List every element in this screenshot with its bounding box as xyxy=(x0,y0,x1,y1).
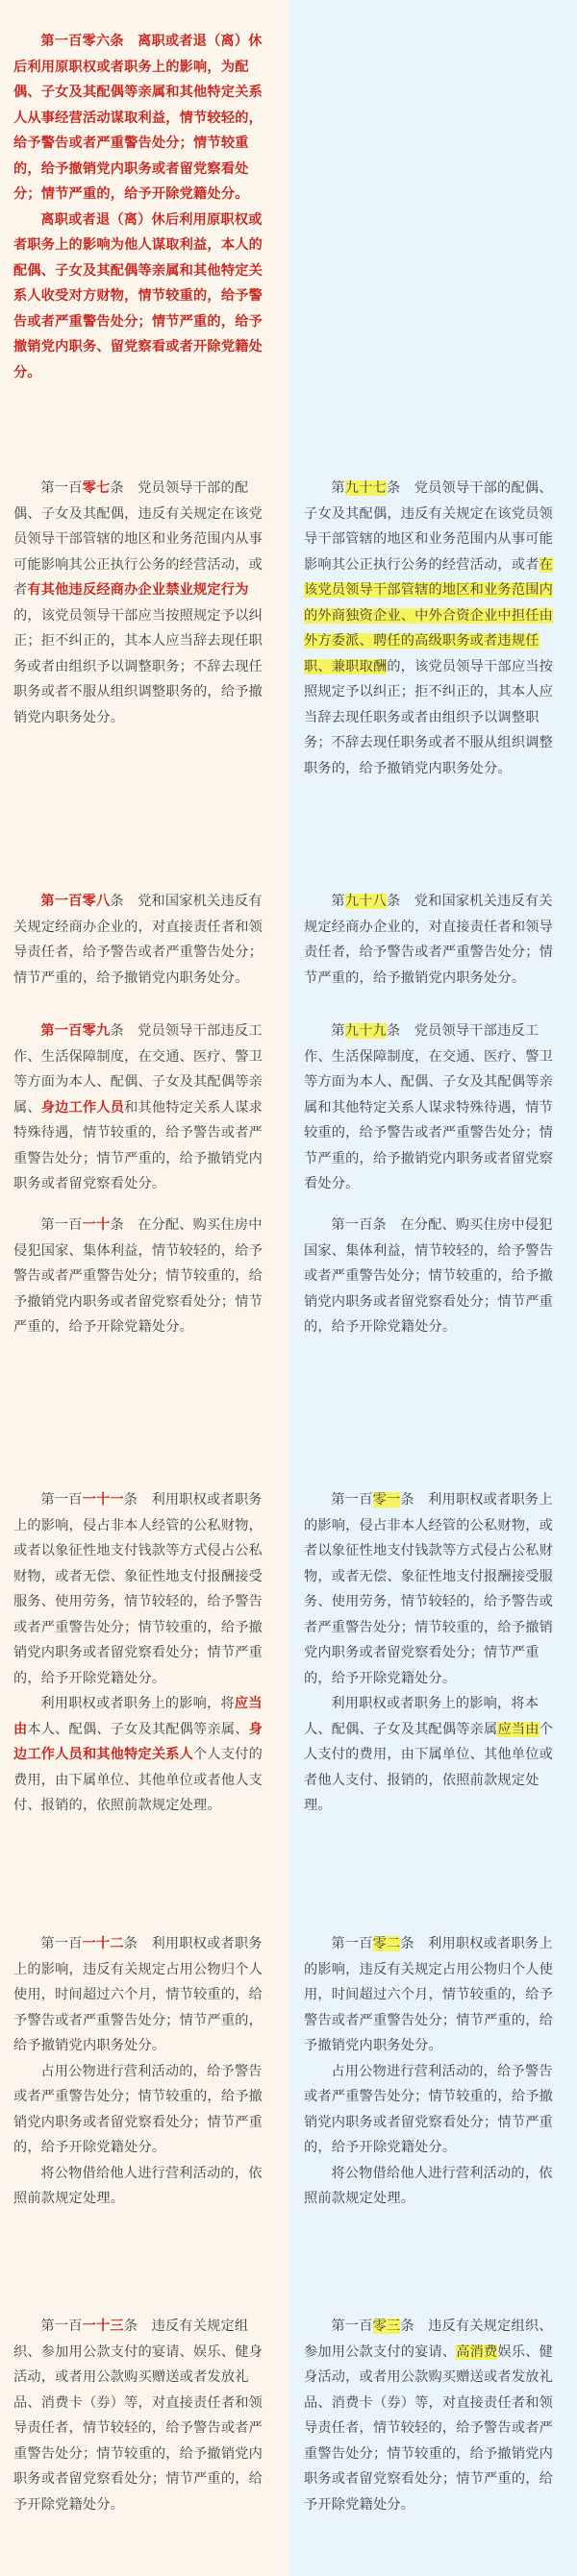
article-110-text: 第一百一十条 在分配、购买住房中侵犯国家、集体利益，情节较轻的，给予警告或者严重警告处分；情节较重的，给予撤销党内职务或者留党察看处分；情节严重的，给予开除党籍处分。 xyxy=(13,1217,263,1335)
article-101-para1: 第一百零一条 利用职权或者职务上的影响，侵占非本人经管的公私财物，或者以象征性地支付钱款等方式侵占公私财物，或者无偿、象征性地支付报酬接受服务、使用劳务，情节较轻的，给予警告或者严重警告处分；情节较重的，给予撤销党内职务或者留党察看处分；情节严重的，给予开除党籍处分。 xyxy=(304,1492,553,1686)
article-103-old xyxy=(304,2314,564,2517)
article-100-old xyxy=(304,1213,564,1340)
article-97-old xyxy=(304,476,564,781)
article-113-text: 第一百一十三条 违反有关规定组织、参加用公款支付的宴请、娱乐、健身活动，或者用公款购买赠送或者发放礼品、消费卡（券）等，对直接责任者和领导责任者，情节较轻的，给予警告或者严重警告处分；情节较重的，给予撤销党内职务或者留党察看处分；情节严重的，给予开除党籍处分。 xyxy=(13,2318,263,2513)
article-97-text: 第九十七条 党员领导干部的配偶、子女及其配偶，违反有关规定在该党员领导干部管辖的地区和业务范围内从事可能影响其公正执行公务的经营活动，或者在该党员领导干部管辖的地区和业务范围内的外商独资企业、中外合资企业中担任由外方委派、聘任的高级职务或者违规任职、兼职取酬的，该党员领导干部应当按照规定予以纠正；拒不纠正的，其本人应当辞去现任职务或者由组织予以调整职务；不辞去现任职务或者不服从组织调整职务的，给予撤销党内职务处分。 xyxy=(304,480,553,776)
article-112-para3: 将公物借给他人进行营利活动的，依照前款规定处理。 xyxy=(13,2165,263,2206)
article-102-para2: 占用公物进行营利活动的，给予警告或者严重警告处分；情节较重的，给予撤销党内职务或者留党察看处分；情节严重的，给予开除党籍处分。 xyxy=(304,2063,553,2155)
article-107-text: 第一百零七条 党员领导干部的配偶、子女及其配偶，违反有关规定在该党员领导干部管辖的地区和业务范围内从事可能影响其公正执行公务的经营活动，或者有其他违反经商办企业禁业规定行为的，该党员领导干部应当按照规定予以纠正；拒不纠正的，其本人应当辞去现任职务或者由组织予以调整职务；不辞去现任职务或者不服从组织调整职务的，给予撤销党内职务处分。 xyxy=(13,480,263,725)
article-102-old xyxy=(304,1931,564,2212)
article-102-para3: 将公物借给他人进行营利活动的，依照前款规定处理。 xyxy=(304,2165,553,2206)
article-106-para1: 第一百零六条 离职或者退（离）休后利用原职权或者职务上的影响，为配偶、子女及其配偶等亲属和其他特定关系人从事经营活动谋取利益，情节较轻的，给予警告或者严重警告处分；情节较重的，给予撤销党内职务或者留党察看处分；情节严重的，给予开除党籍处分。 xyxy=(13,34,263,202)
article-101-para2: 利用职权或者职务上的影响，将本人、配偶、子女及其配偶等亲属应当由个人支付的费用，由下属单位、其他单位或者他人支付、报销的，依照前款规定处理。 xyxy=(304,1696,553,1813)
article-113-new xyxy=(13,2314,275,2517)
article-107-new xyxy=(13,476,275,730)
article-103-text: 第一百零三条 违反有关规定组织、参加用公款支付的宴请、高消费娱乐、健身活动，或者用公款购买赠送或者发放礼品、消费卡（券）等，对直接责任者和领导责任者，情节较轻的，给予警告或者严重警告处分；情节较重的，给予撤销党内职务或者留党察看处分；情节严重的，给予开除党籍处分。 xyxy=(304,2318,553,2513)
article-99-old xyxy=(304,1018,564,1197)
article-101-old xyxy=(304,1487,564,1819)
article-98-old xyxy=(304,889,564,991)
article-111-new xyxy=(13,1487,275,1819)
article-99-text: 第九十九条 党员领导干部违反工作、生活保障制度，在交通、医疗、警卫等方面为本人、配偶、子女及其配偶等亲属和其他特定关系人谋求特殊待遇，情节较重的，给予警告或者严重警告处分；情节严重的，给予撤销党内职务或者留党察看处分。 xyxy=(304,1023,553,1191)
article-106-para2: 离职或者退（离）休后利用原职权或者职务上的影响为他人谋取利益，本人的配偶、子女及其配偶等亲属和其他特定关系人收受对方财物，情节较重的，给予警告或者严重警告处分；情节严重的，给予撤销党内职务、留党察看或者开除党籍处分。 xyxy=(13,211,263,380)
article-112-new xyxy=(13,1931,275,2212)
article-109-text: 第一百零九条 党员领导干部违反工作、生活保障制度，在交通、医疗、警卫等方面为本人、配偶、子女及其配偶等亲属、身边工作人员和其他特定关系人谋求特殊待遇，情节较重的，给予警告或者严重警告处分；情节严重的，给予撤销党内职务或者留党察看处分。 xyxy=(13,1023,263,1191)
article-109-new xyxy=(13,1018,275,1197)
article-110-new xyxy=(13,1213,275,1340)
article-111-para1: 第一百一十一条 利用职权或者职务上的影响，侵占非本人经管的公私财物，或者以象征性地支付钱款等方式侵占公私财物，或者无偿、象征性地支付报酬接受服务、使用劳务，情节较轻的，给予警告或者严重警告处分；情节较重的，给予撤销党内职务或者留党察看处分；情节严重的，给予开除党籍处分。 xyxy=(13,1492,263,1686)
article-108-new xyxy=(13,889,275,991)
article-112-para1: 第一百一十二条 利用职权或者职务上的影响，违反有关规定占用公物归个人使用，时间超过六个月，情节较重的，给予警告或者严重警告处分；情节严重的，给予撤销党内职务处分。 xyxy=(13,1936,263,2053)
article-100-text: 第一百条 在分配、购买住房中侵犯国家、集体利益，情节较轻的，给予警告或者严重警告处分；情节较重的，给予撤销党内职务或者留党察看处分；情节严重的，给予开除党籍处分。 xyxy=(304,1217,553,1335)
article-111-para2: 利用职权或者职务上的影响，将应当由本人、配偶、子女及其配偶等亲属、身边工作人员和其他特定关系人个人支付的费用，由下属单位、其他单位或者他人支付、报销的，依照前款规定处理。 xyxy=(13,1696,263,1813)
article-98-text: 第九十八条 党和国家机关违反有关规定经商办企业的，对直接责任者和领导责任者，给予警告或者严重警告处分；情节严重的，给予撤销党内职务处分。 xyxy=(304,894,553,986)
article-102-para1: 第一百零二条 利用职权或者职务上的影响，违反有关规定占用公物归个人使用，时间超过六个月，情节较重的，给予警告或者严重警告处分；情节严重的，给予撤销党内职务处分。 xyxy=(304,1936,553,2053)
article-106-new xyxy=(13,29,275,385)
article-108-text: 第一百零八条 党和国家机关违反有关规定经商办企业的，对直接责任者和领导责任者，给予警告或者严重警告处分；情节严重的，给予撤销党内职务处分。 xyxy=(13,894,263,986)
article-112-para2: 占用公物进行营利活动的，给予警告或者严重警告处分；情节较重的，给予撤销党内职务或者留党察看处分；情节严重的，给予开除党籍处分。 xyxy=(13,2063,263,2155)
